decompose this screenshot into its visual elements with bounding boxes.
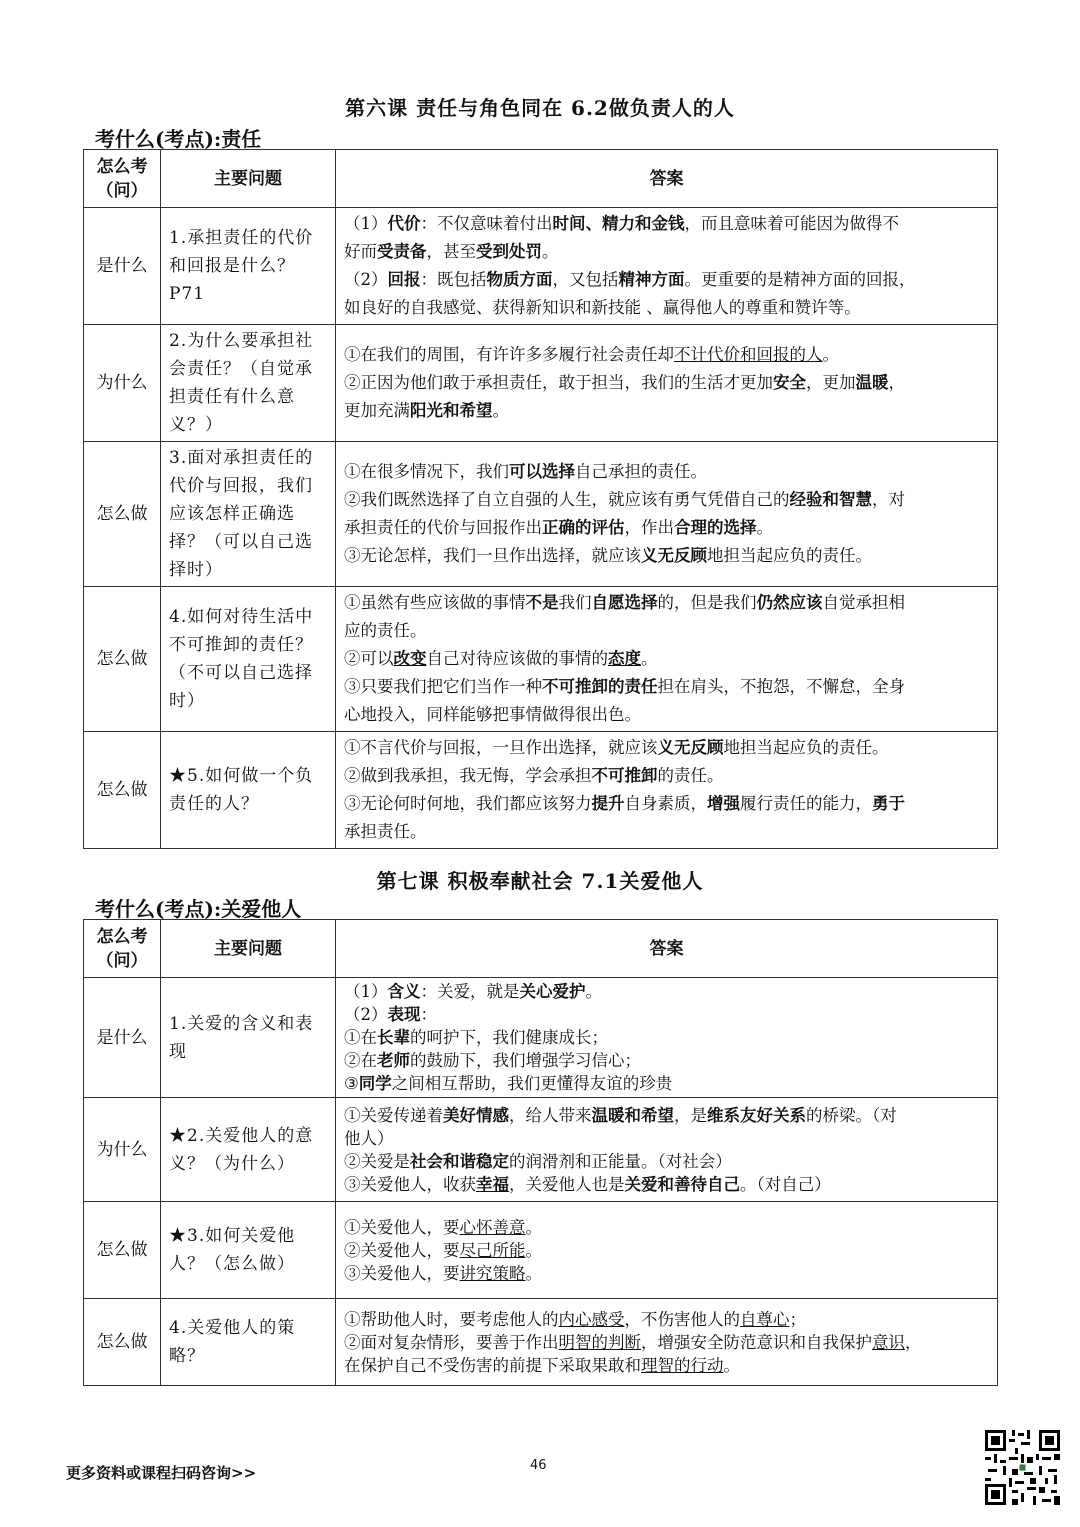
answer-segment: 我们 — [558, 593, 592, 612]
footer-promo-text: 更多资料或课程扫码咨询>> — [66, 1464, 257, 1482]
answer-line — [344, 734, 989, 762]
answer-segment: 在保护自己不受伤害的前提下采取果敢和 — [344, 1355, 641, 1375]
answer-segment: 不可推卸 — [591, 766, 658, 785]
table-row — [84, 978, 998, 1098]
answer-segment: 的，但是我们 — [657, 593, 757, 612]
answer-segment: 含义 — [387, 982, 421, 1001]
answer-segment: 。 — [492, 401, 509, 420]
answer-segment: 仍然应该 — [756, 593, 823, 612]
row-category: 怎么做 — [84, 1202, 161, 1299]
table-row — [84, 1098, 998, 1202]
answer-segment: 不是 — [525, 593, 559, 612]
row-question: 3.面对承担责任的代价与回报，我们应该怎样正确选择？（可以自己选择时） — [161, 442, 336, 587]
row-category: 为什么 — [84, 1098, 161, 1202]
answer-segment: 不可推卸的责任 — [542, 677, 658, 696]
answer-line — [344, 238, 989, 266]
answer-segment: 正确的评估 — [542, 518, 625, 537]
answer-line — [344, 1150, 989, 1173]
answer-segment: 。 — [756, 518, 773, 537]
header-how-to-test: 怎么考（问） — [84, 920, 161, 978]
table-row — [84, 732, 998, 849]
answer-line — [344, 542, 989, 570]
answer-segment: 自尊心 — [740, 1309, 790, 1329]
row-answer — [336, 978, 998, 1098]
answer-segment: ②做到我承担，我无悔，学会承担 — [344, 766, 592, 785]
answer-segment: 义无反顾 — [657, 738, 724, 757]
answer-segment: ③无论怎样，我们一旦作出选择，就应该 — [344, 546, 641, 565]
row-category: 怎么做 — [84, 442, 161, 587]
answer-segment: 的责任。 — [657, 766, 724, 785]
answer-segment: 自愿选择 — [591, 593, 658, 612]
answer-segment: ①关爱传递着 — [344, 1105, 443, 1125]
answer-segment: 自觉承担相 — [822, 593, 905, 612]
answer-line — [344, 1239, 989, 1262]
answer-segment: 更加充满 — [344, 401, 410, 420]
answer-line — [344, 486, 989, 514]
row-category: 是什么 — [84, 978, 161, 1098]
answer-segment: 担在肩头，不抱怨，不懈怠，全身 — [657, 677, 905, 696]
answer-segment: ，又包括 — [552, 270, 619, 289]
header-answer: 答案 — [336, 920, 998, 978]
row-category: 怎么做 — [84, 587, 161, 732]
row-question: 2.为什么要承担社会责任？（自觉承担责任有什么意义？） — [161, 325, 336, 442]
answer-segment: ②我们既然选择了自立自强的人生，就应该有勇气凭借自己的 — [344, 490, 790, 509]
answer-segment: 地担当起应负的责任。 — [707, 546, 872, 565]
answer-segment: 好而 — [344, 242, 377, 261]
header-main-question: 主要问题 — [161, 150, 336, 208]
answer-line — [344, 980, 989, 1003]
table-row — [84, 587, 998, 732]
answer-segment: 增强 — [707, 794, 740, 813]
answer-segment: ①在很多情况下，我们 — [344, 462, 509, 481]
answer-line — [344, 1262, 989, 1285]
qr-code-icon[interactable] — [985, 1430, 1060, 1505]
answer-segment: 同学 — [358, 1074, 392, 1093]
row-category: 是什么 — [84, 208, 161, 325]
answer-line — [344, 210, 989, 238]
answer-segment: 。 — [525, 1240, 542, 1260]
answer-segment: ②可以 — [344, 649, 394, 668]
answer-segment: ①在 — [344, 1028, 377, 1047]
answer-segment: ①不言代价与回报，一旦作出选择，就应该 — [344, 738, 658, 757]
table-row — [84, 325, 998, 442]
lesson6-table — [83, 149, 998, 849]
row-answer — [336, 587, 998, 732]
answer-segment: 幸福 — [476, 1174, 509, 1194]
answer-segment: 心怀善意 — [459, 1217, 526, 1237]
answer-segment: 表现 — [387, 1005, 421, 1024]
answer-line — [344, 266, 989, 294]
row-question: 1.承担责任的代价和回报是什么？P71 — [161, 208, 336, 325]
answer-segment: 阳光和希望 — [410, 401, 493, 420]
answer-segment: 地担当起应负的责任。 — [723, 738, 889, 757]
answer-segment: ③只要我们把它们当作一种 — [344, 677, 542, 696]
answer-line — [344, 790, 989, 818]
answer-segment: ③关爱他人，收获 — [344, 1174, 476, 1194]
answer-segment: ：既包括 — [420, 270, 487, 289]
answer-segment: 态度 — [608, 649, 641, 668]
answer-line — [344, 1049, 989, 1072]
answer-segment: （2） — [344, 1005, 388, 1024]
answer-segment: 他人） — [344, 1128, 394, 1148]
answer-segment: ，是 — [674, 1105, 707, 1125]
answer-segment: ，增强安全防范意识和自我保护 — [641, 1332, 872, 1352]
answer-segment: ③无论何时何地，我们都应该努力 — [344, 794, 592, 813]
answer-line — [344, 1127, 989, 1150]
answer-line — [344, 645, 989, 673]
answer-segment: 。 — [542, 242, 559, 261]
answer-segment: 不计代价和回报的人 — [674, 345, 823, 364]
answer-line — [344, 1216, 989, 1239]
answer-segment: 受责备 — [377, 242, 427, 261]
row-category: 怎么做 — [84, 1299, 161, 1386]
table-row — [84, 442, 998, 587]
answer-segment: 美好情感 — [443, 1105, 509, 1125]
answer-segment: ，作出 — [624, 518, 674, 537]
answer-segment: ，不伤害他人的 — [624, 1309, 740, 1329]
answer-segment: ，而且意味着可能因为做得不 — [684, 214, 899, 233]
answer-segment: ， — [905, 1332, 922, 1352]
answer-line — [344, 514, 989, 542]
answer-segment: 关心爱护 — [519, 982, 586, 1001]
answer-segment: 温暖 — [855, 373, 889, 392]
answer-segment: 的桥梁。（对 — [806, 1105, 897, 1125]
answer-segment: ，甚至 — [426, 242, 476, 261]
answer-segment: 履行责任的能力， — [740, 794, 872, 813]
answer-segment: 意识 — [872, 1332, 905, 1352]
row-answer — [336, 325, 998, 442]
answer-segment: 。 — [723, 1355, 740, 1375]
answer-line — [344, 1173, 989, 1196]
answer-line — [344, 397, 989, 425]
answer-segment: 义无反顾 — [641, 546, 707, 565]
answer-segment: 理智的行动 — [641, 1355, 724, 1375]
answer-segment: 精神方面 — [618, 270, 685, 289]
answer-segment: 安全 — [773, 373, 806, 392]
answer-segment: 自己承担的责任。 — [575, 462, 707, 481]
answer-segment: 承担责任。 — [344, 822, 427, 841]
row-answer — [336, 208, 998, 325]
row-question: ★5.如何做一个负责任的人？ — [161, 732, 336, 849]
answer-segment: ，给人带来 — [509, 1105, 592, 1125]
answer-segment: 如良好的自我感觉、获得新知识和新技能 、赢得他人的尊重和赞许等。 — [344, 298, 861, 317]
answer-line — [344, 762, 989, 790]
answer-line — [344, 1026, 989, 1049]
row-answer — [336, 1202, 998, 1299]
answer-segment: 经验和智慧 — [789, 490, 872, 509]
answer-segment: 承担责任的代价与回报作出 — [344, 518, 542, 537]
row-answer — [336, 732, 998, 849]
answer-segment: ③关爱他人，要 — [344, 1263, 460, 1283]
row-answer — [336, 1098, 998, 1202]
row-question: ★3.如何关爱他人？（怎么做） — [161, 1202, 336, 1299]
answer-segment: （2） — [344, 270, 388, 289]
answer-segment: 代价 — [387, 214, 421, 233]
answer-line — [344, 617, 989, 645]
answer-segment: 物质方面 — [486, 270, 553, 289]
answer-segment: ②关爱是 — [344, 1151, 410, 1171]
answer-segment: （1） — [344, 214, 388, 233]
answer-segment: 的润滑剂和正能量。（对社会） — [509, 1151, 732, 1171]
table-row — [84, 1202, 998, 1299]
lesson7-table — [83, 919, 998, 1386]
table-row — [84, 1299, 998, 1386]
answer-segment: 勇于 — [872, 794, 905, 813]
answer-segment: 。 — [822, 345, 839, 364]
answer-line — [344, 458, 989, 486]
answer-segment: ②关爱他人，要 — [344, 1240, 460, 1260]
answer-segment: 的呵护下，我们健康成长； — [410, 1028, 608, 1047]
answer-segment: ①在我们的周围，有许许多多履行社会责任却 — [344, 345, 674, 364]
answer-line — [344, 1003, 989, 1026]
answer-line — [344, 589, 989, 617]
answer-line — [344, 818, 989, 846]
answer-line — [344, 701, 989, 729]
lesson7-subtitle: 考什么(考点):关爱他人 — [95, 897, 302, 921]
answer-segment: 自己对待应该做的事情的 — [426, 649, 608, 668]
answer-segment: ，对 — [872, 490, 905, 509]
answer-segment: 的鼓励下，我们增强学习信心； — [410, 1051, 641, 1070]
row-category: 为什么 — [84, 325, 161, 442]
answer-segment: 之间相互帮助，我们更懂得友谊的珍贵 — [391, 1074, 673, 1093]
answer-segment: 尽己所能 — [459, 1240, 526, 1260]
answer-segment: 。 — [641, 649, 658, 668]
answer-segment: 合理的选择 — [674, 518, 757, 537]
answer-line — [344, 1072, 989, 1095]
lesson6-subtitle: 考什么(考点):责任 — [95, 127, 262, 151]
answer-segment: 。 — [525, 1217, 542, 1237]
answer-segment: 心地投入，同样能够把事情做得很出色。 — [344, 705, 641, 724]
row-question: 1.关爱的含义和表现 — [161, 978, 336, 1098]
answer-segment: 自身素质， — [624, 794, 707, 813]
answer-segment: 应的责任。 — [344, 621, 427, 640]
answer-segment: 老师 — [377, 1051, 410, 1070]
answer-segment: 提升 — [591, 794, 625, 813]
row-question: ★2.关爱他人的意义？（为什么） — [161, 1098, 336, 1202]
answer-segment: ①帮助他人时，要考虑他人的 — [344, 1309, 559, 1329]
answer-segment: ①虽然有些应该做的事情 — [344, 593, 526, 612]
answer-segment: ，更加 — [806, 373, 856, 392]
answer-line — [344, 1308, 989, 1331]
answer-segment: 温暖和希望 — [591, 1105, 674, 1125]
answer-segment: 。 — [585, 982, 602, 1001]
answer-line — [344, 341, 989, 369]
answer-segment: 明智的判断 — [558, 1332, 641, 1352]
answer-segment: 长辈 — [377, 1028, 410, 1047]
answer-segment: 。 — [525, 1263, 542, 1283]
answer-segment: ③ — [344, 1074, 359, 1093]
answer-segment: ； — [789, 1309, 806, 1329]
answer-segment: 关爱和善待自己 — [624, 1174, 740, 1194]
row-answer — [336, 1299, 998, 1386]
lesson7-title: 第七课 积极奉献社会 7.1关爱他人 — [376, 869, 704, 893]
answer-segment: 时间、精力和金钱 — [552, 214, 685, 233]
answer-line — [344, 1104, 989, 1127]
answer-segment: ②在 — [344, 1051, 377, 1070]
header-answer: 答案 — [336, 150, 998, 208]
page-number: 46 — [530, 1458, 547, 1473]
answer-segment: 内心感受 — [558, 1309, 625, 1329]
answer-segment: 。更重要的是精神方面的回报， — [684, 270, 916, 289]
answer-segment: ①关爱他人，要 — [344, 1217, 460, 1237]
answer-segment: 社会和谐稳定 — [410, 1151, 509, 1171]
row-question: 4.关爱他人的策略？ — [161, 1299, 336, 1386]
answer-segment: ： — [420, 1005, 437, 1024]
answer-segment: 。（对自己） — [740, 1174, 831, 1194]
row-category: 怎么做 — [84, 732, 161, 849]
answer-line — [344, 1331, 989, 1354]
answer-segment: （1） — [344, 982, 388, 1001]
answer-segment: 回报 — [387, 270, 421, 289]
answer-segment: 维系友好关系 — [707, 1105, 806, 1125]
header-main-question: 主要问题 — [161, 920, 336, 978]
answer-line — [344, 1354, 989, 1377]
answer-segment: ，关爱他人也是 — [509, 1174, 625, 1194]
answer-segment: ：不仅意味着付出 — [420, 214, 553, 233]
answer-segment: 讲究策略 — [459, 1263, 526, 1283]
answer-segment: ， — [888, 373, 905, 392]
answer-segment: ②面对复杂情形，要善于作出 — [344, 1332, 559, 1352]
answer-segment: 改变 — [393, 649, 427, 668]
answer-line — [344, 369, 989, 397]
header-how-to-test: 怎么考（问） — [84, 150, 161, 208]
answer-segment: ：关爱，就是 — [420, 982, 520, 1001]
answer-segment: 受到处罚 — [476, 242, 542, 261]
row-question: 4.如何对待生活中不可推卸的责任？（不可以自己选择时） — [161, 587, 336, 732]
table-row — [84, 208, 998, 325]
answer-line — [344, 294, 989, 322]
lesson6-title: 第六课 责任与角色同在 6.2做负责人的人 — [345, 96, 735, 120]
answer-segment: 可以选择 — [509, 462, 575, 481]
answer-segment: ②正因为他们敢于承担责任，敢于担当，我们的生活才更加 — [344, 373, 773, 392]
row-answer — [336, 442, 998, 587]
answer-line — [344, 673, 989, 701]
